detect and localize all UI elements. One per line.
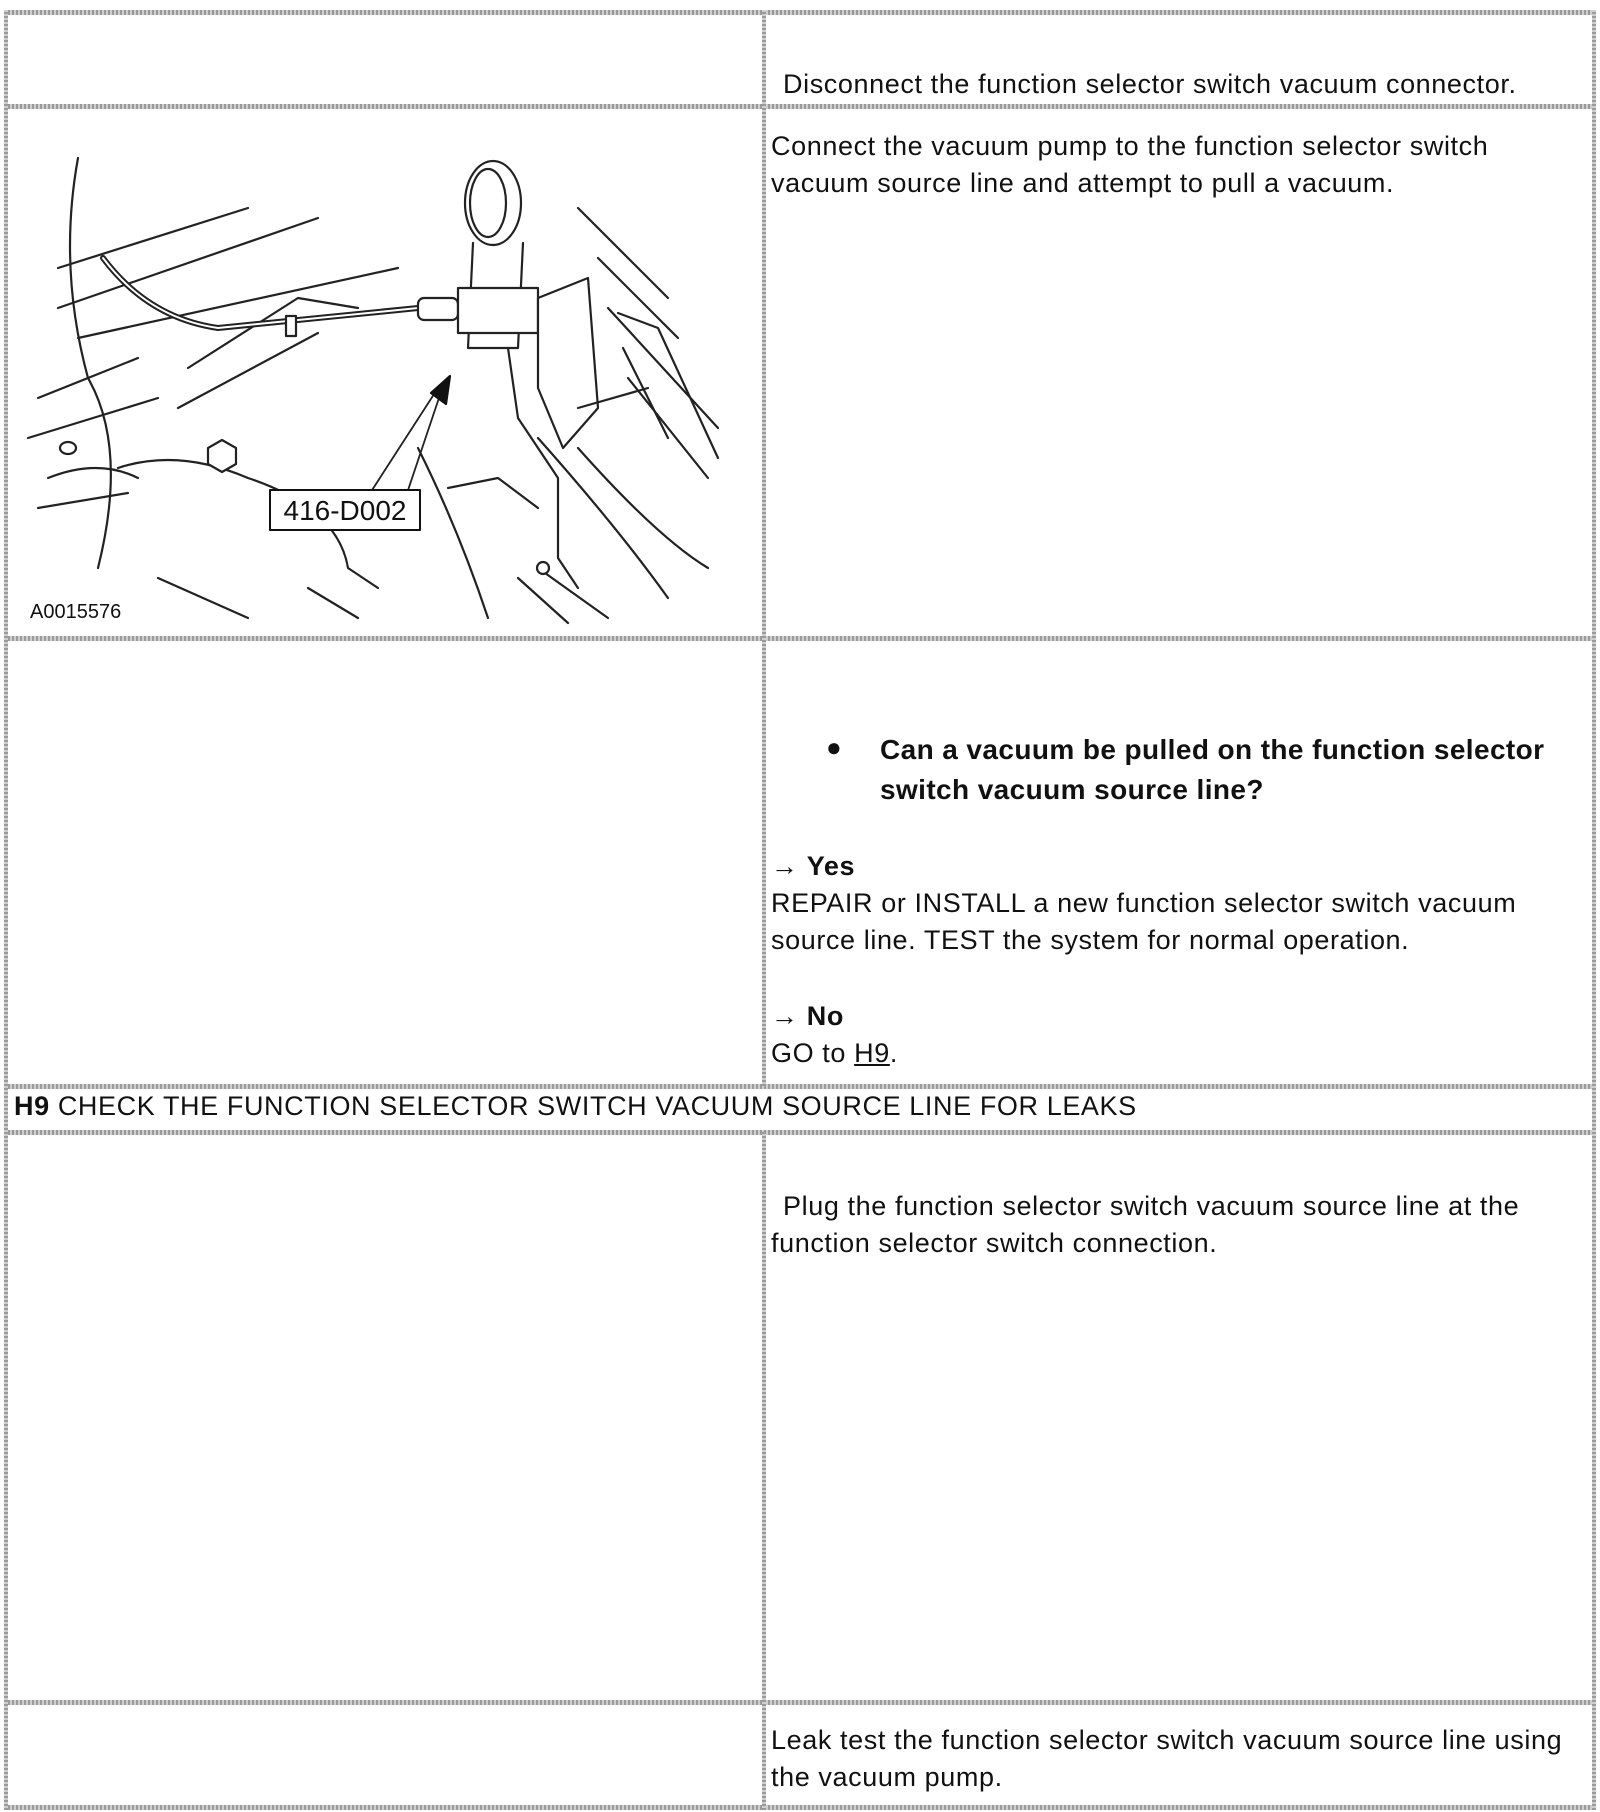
yes-action: REPAIR or INSTALL a new function selector switch vacuum source line. TEST the system for normal operation. <box>771 888 1517 955</box>
arrow-right-icon: → <box>771 1001 799 1031</box>
no-label: No <box>806 1001 844 1031</box>
yes-label: Yes <box>806 851 856 881</box>
row-divider <box>4 1700 1596 1705</box>
callout-label: 416-D002 <box>283 495 407 526</box>
no-action: GO to H9. <box>771 1038 898 1068</box>
step-instruction-plug: Plug the function selector switch vacuum source line at the function selector switch connection. <box>771 1191 1520 1258</box>
step-id: H9 <box>14 1091 50 1121</box>
row-divider <box>4 1130 1596 1135</box>
row-divider <box>4 10 1596 15</box>
no-branch <box>771 998 1581 1072</box>
step-instruction-connect-pump: Connect the vacuum pump to the function selector switch vacuum source line and attempt to pull a vacuum. <box>771 131 1489 198</box>
row-divider <box>4 104 1596 109</box>
yes-branch <box>771 848 1581 959</box>
vacuum-pump-illustration <box>18 148 758 628</box>
table-left-border <box>4 10 8 1810</box>
h9-link[interactable]: H9 <box>854 1038 890 1068</box>
step-title: CHECK THE FUNCTION SELECTOR SWITCH VACUUM SOURCE LINE FOR LEAKS <box>57 1091 1137 1121</box>
decision-question: Can a vacuum be pulled on the function selector switch vacuum source line? <box>880 734 1545 805</box>
column-divider <box>762 1132 766 1810</box>
row-divider <box>4 636 1596 641</box>
step-instruction-disconnect: Disconnect the function selector switch vacuum connector. <box>783 69 1517 99</box>
arrow-right-icon: → <box>771 851 799 881</box>
bullet-icon: ● <box>826 732 842 762</box>
figure-id: A0015576 <box>30 601 122 623</box>
row-divider <box>4 1805 1596 1810</box>
table-right-border <box>1592 10 1596 1810</box>
step-header <box>14 1088 1574 1125</box>
step-instruction-leak-test: Leak test the function selector switch vacuum source line using the vacuum pump. <box>771 1725 1563 1792</box>
column-divider <box>762 10 766 1086</box>
